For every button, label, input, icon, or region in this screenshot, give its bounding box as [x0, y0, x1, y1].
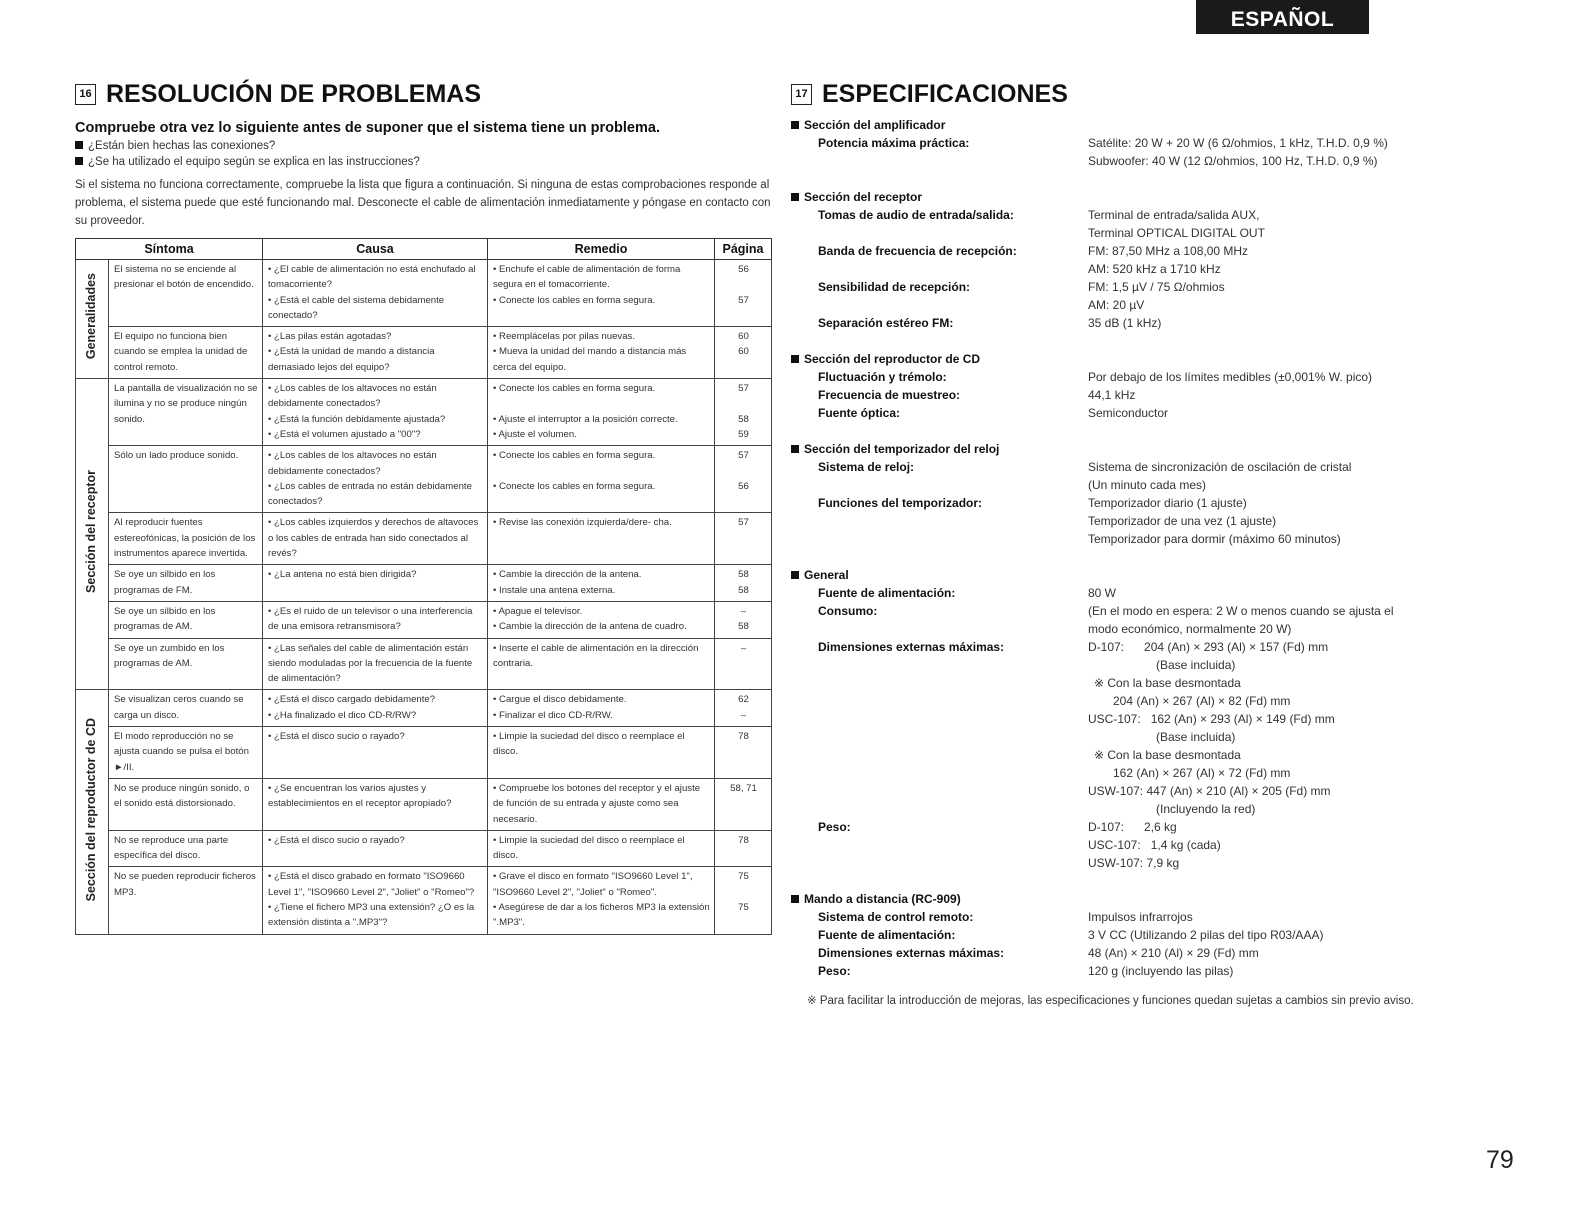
- symptom-cell: El sistema no se enciende al presionar el botón de encendido.: [109, 260, 263, 327]
- remedy-item: • Inserte el cable de alimentación en la dirección contraria.: [493, 642, 699, 669]
- group-label-cell: [76, 690, 109, 934]
- section-title-text: RESOLUCIÓN DE PROBLEMAS: [106, 79, 482, 108]
- cause-item: • ¿Está el disco sucio o rayado?: [268, 731, 405, 743]
- spec-row: Dimensiones externas máximas: 48 (An) × 210 (Al) × 29 (Fd) mm: [818, 946, 1259, 960]
- spec-row: Banda de frecuencia de recepción: FM: 87,50 MHz a 108,00 MHz AM: 520 kHz a 1710 kHz: [818, 244, 1249, 276]
- remedy-cell: [488, 565, 715, 602]
- cause-item: • ¿Las pilas están agotadas?: [268, 331, 392, 343]
- cause-cell: [263, 638, 488, 690]
- page-item: 78: [738, 731, 749, 743]
- page-cell: [715, 778, 772, 830]
- spec-list: [791, 116, 1491, 1010]
- spec-row: Funciones del temporizador: Temporizador diario (1 ajuste) Temporizador de una vez (1 ajuste) Temporizador para dormir (máximo 60 minutos): [818, 496, 1341, 546]
- symptom-cell: El modo reproducción no se ajusta cuando se pulsa el botón ►/II.: [109, 727, 263, 779]
- cause-item: • ¿La antena no está bien dirigida?: [268, 569, 417, 581]
- table-row: [76, 830, 772, 867]
- remedy-cell: [488, 379, 715, 446]
- cause-item: • ¿Está la unidad de mando a distancia demasiado lejos del equipo?: [268, 346, 435, 373]
- page-item: 58: [738, 413, 749, 425]
- cause-item: • ¿Los cables izquierdos y derechos de altavoces o los cables de entrada han sido conectados al revés?: [268, 517, 479, 560]
- square-bullet-icon: [791, 355, 799, 363]
- spec-row: Peso: 120 g (incluyendo las pilas): [818, 964, 1234, 978]
- symptom-cell: Se oye un zumbido en los programas de AM.: [109, 638, 263, 690]
- spec-row: Fuente de alimentación: 80 W: [818, 586, 1117, 600]
- page-item: 56: [738, 264, 749, 275]
- cause-cell: [263, 830, 488, 867]
- troubleshooting-table: [75, 238, 772, 935]
- table-row: [76, 260, 772, 327]
- cause-item: • ¿Está el disco sucio o rayado?: [268, 834, 405, 846]
- remedy-cell: [488, 727, 715, 779]
- symptom-cell: No se reproduce una parte específica del disco.: [109, 830, 263, 867]
- page-cell: [715, 446, 772, 513]
- page-item: 58: [738, 621, 749, 633]
- table-header-row: [76, 239, 772, 260]
- cause-item: • ¿Es el ruido de un televisor o una interferencia de una emisora retransmisora?: [268, 605, 473, 633]
- cause-item: • ¿Los cables de los altavoces no están debidamente conectados?: [268, 450, 437, 477]
- remedy-cell: [488, 867, 715, 934]
- remedy-cell: [488, 690, 715, 727]
- page-item: 75: [738, 871, 749, 883]
- spec-row: Sistema de reloj: Sistema de sincronización de oscilación de cristal (Un minuto cada mes): [818, 460, 1352, 492]
- remedy-item: • Cargue el disco debidamente.: [493, 694, 627, 706]
- troubleshooting-title: [75, 78, 771, 110]
- table-row: [76, 513, 772, 565]
- table-row: [76, 565, 772, 602]
- group-label: Sección del reproductor de CD: [84, 717, 99, 902]
- cause-cell: [263, 327, 488, 379]
- cause-item: • ¿Está el disco cargado debidamente?: [268, 694, 436, 706]
- section-number-badge: 16: [75, 84, 96, 105]
- spec-heading-cd: Sección del reproductor de CD: [791, 350, 1491, 368]
- remedy-item: • Conecte los cables en forma segura.: [493, 480, 656, 492]
- intro-paragraph: Si el sistema no funciona correctamente, compruebe la lista que figura a continuación. Si ninguna de estas comprobaciones responde al problema, el sistema puede que esté funcionando mal. Desconecte el cable de alimentación inmediatamente y póngase en contacto con su proveedor.: [75, 179, 771, 227]
- symptom-cell: Se visualizan ceros cuando se carga un disco.: [109, 690, 263, 727]
- page-item: 57: [738, 517, 749, 529]
- symptom-cell: Sólo un lado produce sonido.: [109, 446, 263, 513]
- table-row: [76, 638, 772, 690]
- remedy-item: • Limpie la suciedad del disco o reemplace el disco.: [493, 834, 685, 862]
- cause-item: • ¿Está el cable del sistema debidamente conectado?: [268, 294, 445, 321]
- cause-item: • ¿Se encuentran los varios ajustes y establecimientos en el receptor apropiado?: [268, 782, 452, 810]
- page-item: 56: [738, 480, 749, 492]
- section-title-text: ESPECIFICACIONES: [822, 79, 1068, 108]
- page-item: 58: [738, 569, 749, 581]
- table-row: [76, 327, 772, 379]
- remedy-cell: [488, 513, 715, 565]
- symptom-cell: El equipo no funciona bien cuando se emplea la unidad de control remoto.: [109, 327, 263, 379]
- remedy-item: • Grave el disco en formato "ISO9660 Level 1", "ISO9660 Level 2", "Joliet" o "Romeo".: [493, 871, 693, 898]
- cause-item: • ¿Está el disco grabado en formato "ISO9660 Level 1", "ISO9660 Level 2", "Joliet" o "Romeo"?: [268, 871, 475, 898]
- spec-row: Dimensiones externas máximas: D-107: 204 (An) × 293 (Al) × 157 (Fd) mm (Base incluida) ※ Con la base desmontada 204 (An) × 267 (Al) × 82 (Fd) mm USC-107: 162 (An) × 293 (Al) × 149 (Fd) mm (Base incluida) ※ Con la base desmontada 162 (An) × 267 (Al) × 72 (Fd) mm USW-107: 447 (An) × 210 (Al) × 205 (Fd) mm (Incluyendo la red): [818, 640, 1335, 816]
- spec-row: Fuente óptica: Semiconductor: [818, 406, 1169, 420]
- cause-item: • ¿Las señales del cable de alimentación están siendo moduladas por la frecuencia de la fuente de alimentación?: [268, 642, 473, 685]
- remedy-cell: [488, 327, 715, 379]
- page-item: –: [740, 709, 747, 721]
- symptom-cell: Al reproducir fuentes estereofónicas, la posición de los instrumentos aparece invertida.: [109, 513, 263, 565]
- remedy-cell: [488, 778, 715, 830]
- page-cell: [715, 327, 772, 379]
- remedy-item: • Apague el televisor.: [493, 605, 583, 617]
- page-cell: [715, 638, 772, 690]
- page-item: 58: [738, 584, 749, 596]
- cause-cell: [263, 446, 488, 513]
- cause-cell: [263, 565, 488, 602]
- page-cell: [715, 513, 772, 565]
- spec-row: Tomas de audio de entrada/salida: Terminal de entrada/salida AUX, Terminal OPTICAL DIGITAL OUT: [818, 208, 1265, 240]
- page-item: 75: [738, 901, 749, 913]
- square-bullet-icon: [791, 895, 799, 903]
- page-cell: [715, 867, 772, 934]
- symptom-cell: No se pueden reproducir ficheros MP3.: [109, 867, 263, 934]
- cause-item: • ¿Los cables de los altavoces no están debidamente conectados?: [268, 383, 437, 410]
- cause-item: • ¿Está la función debidamente ajustada?: [268, 413, 446, 425]
- remedy-item: • Mueva la unidad del mando a distancia más cerca del equipo.: [493, 346, 687, 373]
- spec-row: Sensibilidad de recepción: FM: 1,5 µV / 75 Ω/ohmios AM: 20 µV: [818, 280, 1225, 312]
- page-cell: [715, 260, 772, 327]
- remedy-cell: [488, 638, 715, 690]
- remedy-item: • Ajuste el interruptor a la posición correcte.: [493, 413, 678, 425]
- page-cell: [715, 830, 772, 867]
- check-item: ¿Están bien hechas las conexiones?: [75, 140, 771, 152]
- page-number: 79: [1486, 1146, 1514, 1174]
- group-label-cell: [76, 379, 109, 690]
- page-cell: [715, 690, 772, 727]
- page-item: 78: [738, 834, 749, 846]
- symptom-cell: No se produce ningún sonido, o el sonido está distorsionado.: [109, 778, 263, 830]
- table-row: [76, 727, 772, 779]
- remedy-item: • Conecte los cables en forma segura.: [493, 450, 656, 462]
- spec-row: Consumo: (En el modo en espera: 2 W o menos cuando se ajusta el modo económico, normalmente 20 W): [818, 604, 1394, 636]
- spec-footnote: ※ Para facilitar la introducción de mejoras, las especificaciones y funciones quedan sujetas a cambios sin previo aviso.: [807, 995, 1414, 1007]
- square-bullet-icon: [75, 157, 83, 165]
- section-number-badge: 17: [791, 84, 812, 105]
- symptom-cell: Se oye un silbido en los programas de FM.: [109, 565, 263, 602]
- cause-cell: [263, 690, 488, 727]
- table-row: [76, 690, 772, 727]
- group-label-cell: [76, 260, 109, 379]
- remedy-item: • Cambie la dirección de la antena.: [493, 569, 642, 581]
- cause-cell: [263, 513, 488, 565]
- page-cell: [715, 379, 772, 446]
- spec-row: Fluctuación y trémolo: Por debajo de los límites medibles (±0,001% W. pico): [818, 370, 1373, 384]
- page-item: –: [740, 642, 747, 654]
- remedy-item: • Finalizar el dico CD-R/RW.: [493, 709, 613, 721]
- remedy-item: • Ajuste el volumen.: [493, 428, 577, 440]
- remedy-item: • Cambie la dirección de la antena de cuadro.: [493, 621, 687, 633]
- remedy-item: • Enchufe el cable de alimentación de forma segura en el tomacorriente.: [493, 264, 681, 291]
- page-item: 57: [738, 294, 749, 306]
- cause-cell: [263, 379, 488, 446]
- square-bullet-icon: [75, 141, 83, 149]
- group-label: Generalidades: [84, 273, 99, 360]
- check-item: ¿Se ha utilizado el equipo según se explica en las instrucciones?: [75, 156, 771, 168]
- spec-heading-timer: Sección del temporizador del reloj: [791, 440, 1491, 458]
- square-bullet-icon: [791, 571, 799, 579]
- remedy-item: • Instale una antena externa.: [493, 584, 616, 596]
- page-item: 57: [738, 383, 749, 395]
- square-bullet-icon: [791, 121, 799, 129]
- table-row: [76, 867, 772, 934]
- page-item: –: [740, 605, 747, 617]
- header-cause: Causa: [263, 239, 488, 260]
- page-cell: [715, 727, 772, 779]
- remedy-item: • Revise las conexión izquierda/dere- cha.: [493, 517, 672, 529]
- page-item: 59: [738, 428, 749, 440]
- header-symptom: Síntoma: [76, 239, 263, 260]
- spec-row: Separación estéreo FM: 35 dB (1 kHz): [818, 316, 1162, 330]
- cause-cell: [263, 727, 488, 779]
- table-row: [76, 446, 772, 513]
- troubleshooting-section: [75, 78, 771, 935]
- header-remedy: Remedio: [488, 239, 715, 260]
- language-tab: ESPAÑOL: [1196, 0, 1369, 34]
- cause-item: • ¿Está el volumen ajustado a "00"?: [268, 428, 421, 440]
- table-row: [76, 601, 772, 638]
- remedy-cell: [488, 260, 715, 327]
- spec-heading-general: General: [791, 566, 1491, 584]
- spec-heading-receiver: Sección del receptor: [791, 188, 1491, 206]
- page-item: 57: [738, 450, 749, 462]
- table-row: [76, 379, 772, 446]
- remedy-item: • Conecte los cables en forma segura.: [493, 294, 656, 306]
- remedy-cell: [488, 601, 715, 638]
- page-cell: [715, 601, 772, 638]
- cause-cell: [263, 601, 488, 638]
- header-page: Página: [715, 239, 772, 260]
- specifications-section: [791, 78, 1491, 1010]
- spec-row: Fuente de alimentación: 3 V CC (Utilizando 2 pilas del tipo R03/AAA): [818, 928, 1324, 942]
- cause-cell: [263, 867, 488, 934]
- spec-heading-amplifier: Sección del amplificador: [791, 116, 1491, 134]
- page-item: 60: [738, 346, 749, 358]
- square-bullet-icon: [791, 193, 799, 201]
- intro-text: Compruebe otra vez lo siguiente antes de suponer que el sistema tiene un problema.: [75, 120, 660, 136]
- symptom-cell: La pantalla de visualización no se ilumina y no se produce ningún sonido.: [109, 379, 263, 446]
- cause-cell: [263, 778, 488, 830]
- symptom-cell: Se oye un silbido en los programas de AM.: [109, 601, 263, 638]
- remedy-item: • Limpie la suciedad del disco o reemplace el disco.: [493, 731, 685, 758]
- page-item: 58, 71: [730, 782, 757, 794]
- page-item: 60: [738, 331, 749, 343]
- remedy-item: • Compruebe los botones del receptor y el ajuste de función de su entrada y ajuste como sea necesario.: [493, 782, 701, 825]
- page-item: 62: [738, 694, 749, 706]
- remedy-item: • Reemplácelas por pilas nuevas.: [493, 331, 636, 343]
- remedy-item: • Conecte los cables en forma segura.: [493, 383, 656, 395]
- cause-item: • ¿Tiene el fichero MP3 una extensión? ¿O es la extensión distinta a ".MP3"?: [268, 901, 475, 929]
- cause-item: • ¿Ha finalizado el dico CD-R/RW?: [268, 709, 417, 721]
- cause-item: • ¿El cable de alimentación no está enchufado al tomacorriente?: [268, 264, 476, 291]
- square-bullet-icon: [791, 445, 799, 453]
- remedy-cell: [488, 830, 715, 867]
- spec-row: Peso: D-107: 2,6 kg USC-107: 1,4 kg (cada) USW-107: 7,9 kg: [818, 820, 1221, 870]
- spec-row: Potencia máxima práctica: Satélite: 20 W + 20 W (6 Ω/ohmios, 1 kHz, T.H.D. 0,9 %) Subwoofer: 40 W (12 Ω/ohmios, 100 Hz, T.H.D. 0,9 %): [818, 136, 1388, 168]
- spec-heading-remote: Mando a distancia (RC-909): [791, 890, 1491, 908]
- spec-row: Sistema de control remoto: Impulsos infrarrojos: [818, 910, 1193, 924]
- table-row: [76, 778, 772, 830]
- group-label: Sección del receptor: [84, 470, 99, 594]
- remedy-item: • Asegúrese de dar a los ficheros MP3 la extensión ".MP3".: [493, 901, 710, 929]
- page-cell: [715, 565, 772, 602]
- remedy-cell: [488, 446, 715, 513]
- spec-row: Frecuencia de muestreo: 44,1 kHz: [818, 388, 1136, 402]
- cause-item: • ¿Los cables de entrada no están debidamente conectados?: [268, 480, 472, 508]
- cause-cell: [263, 260, 488, 327]
- specifications-title: [791, 78, 1491, 110]
